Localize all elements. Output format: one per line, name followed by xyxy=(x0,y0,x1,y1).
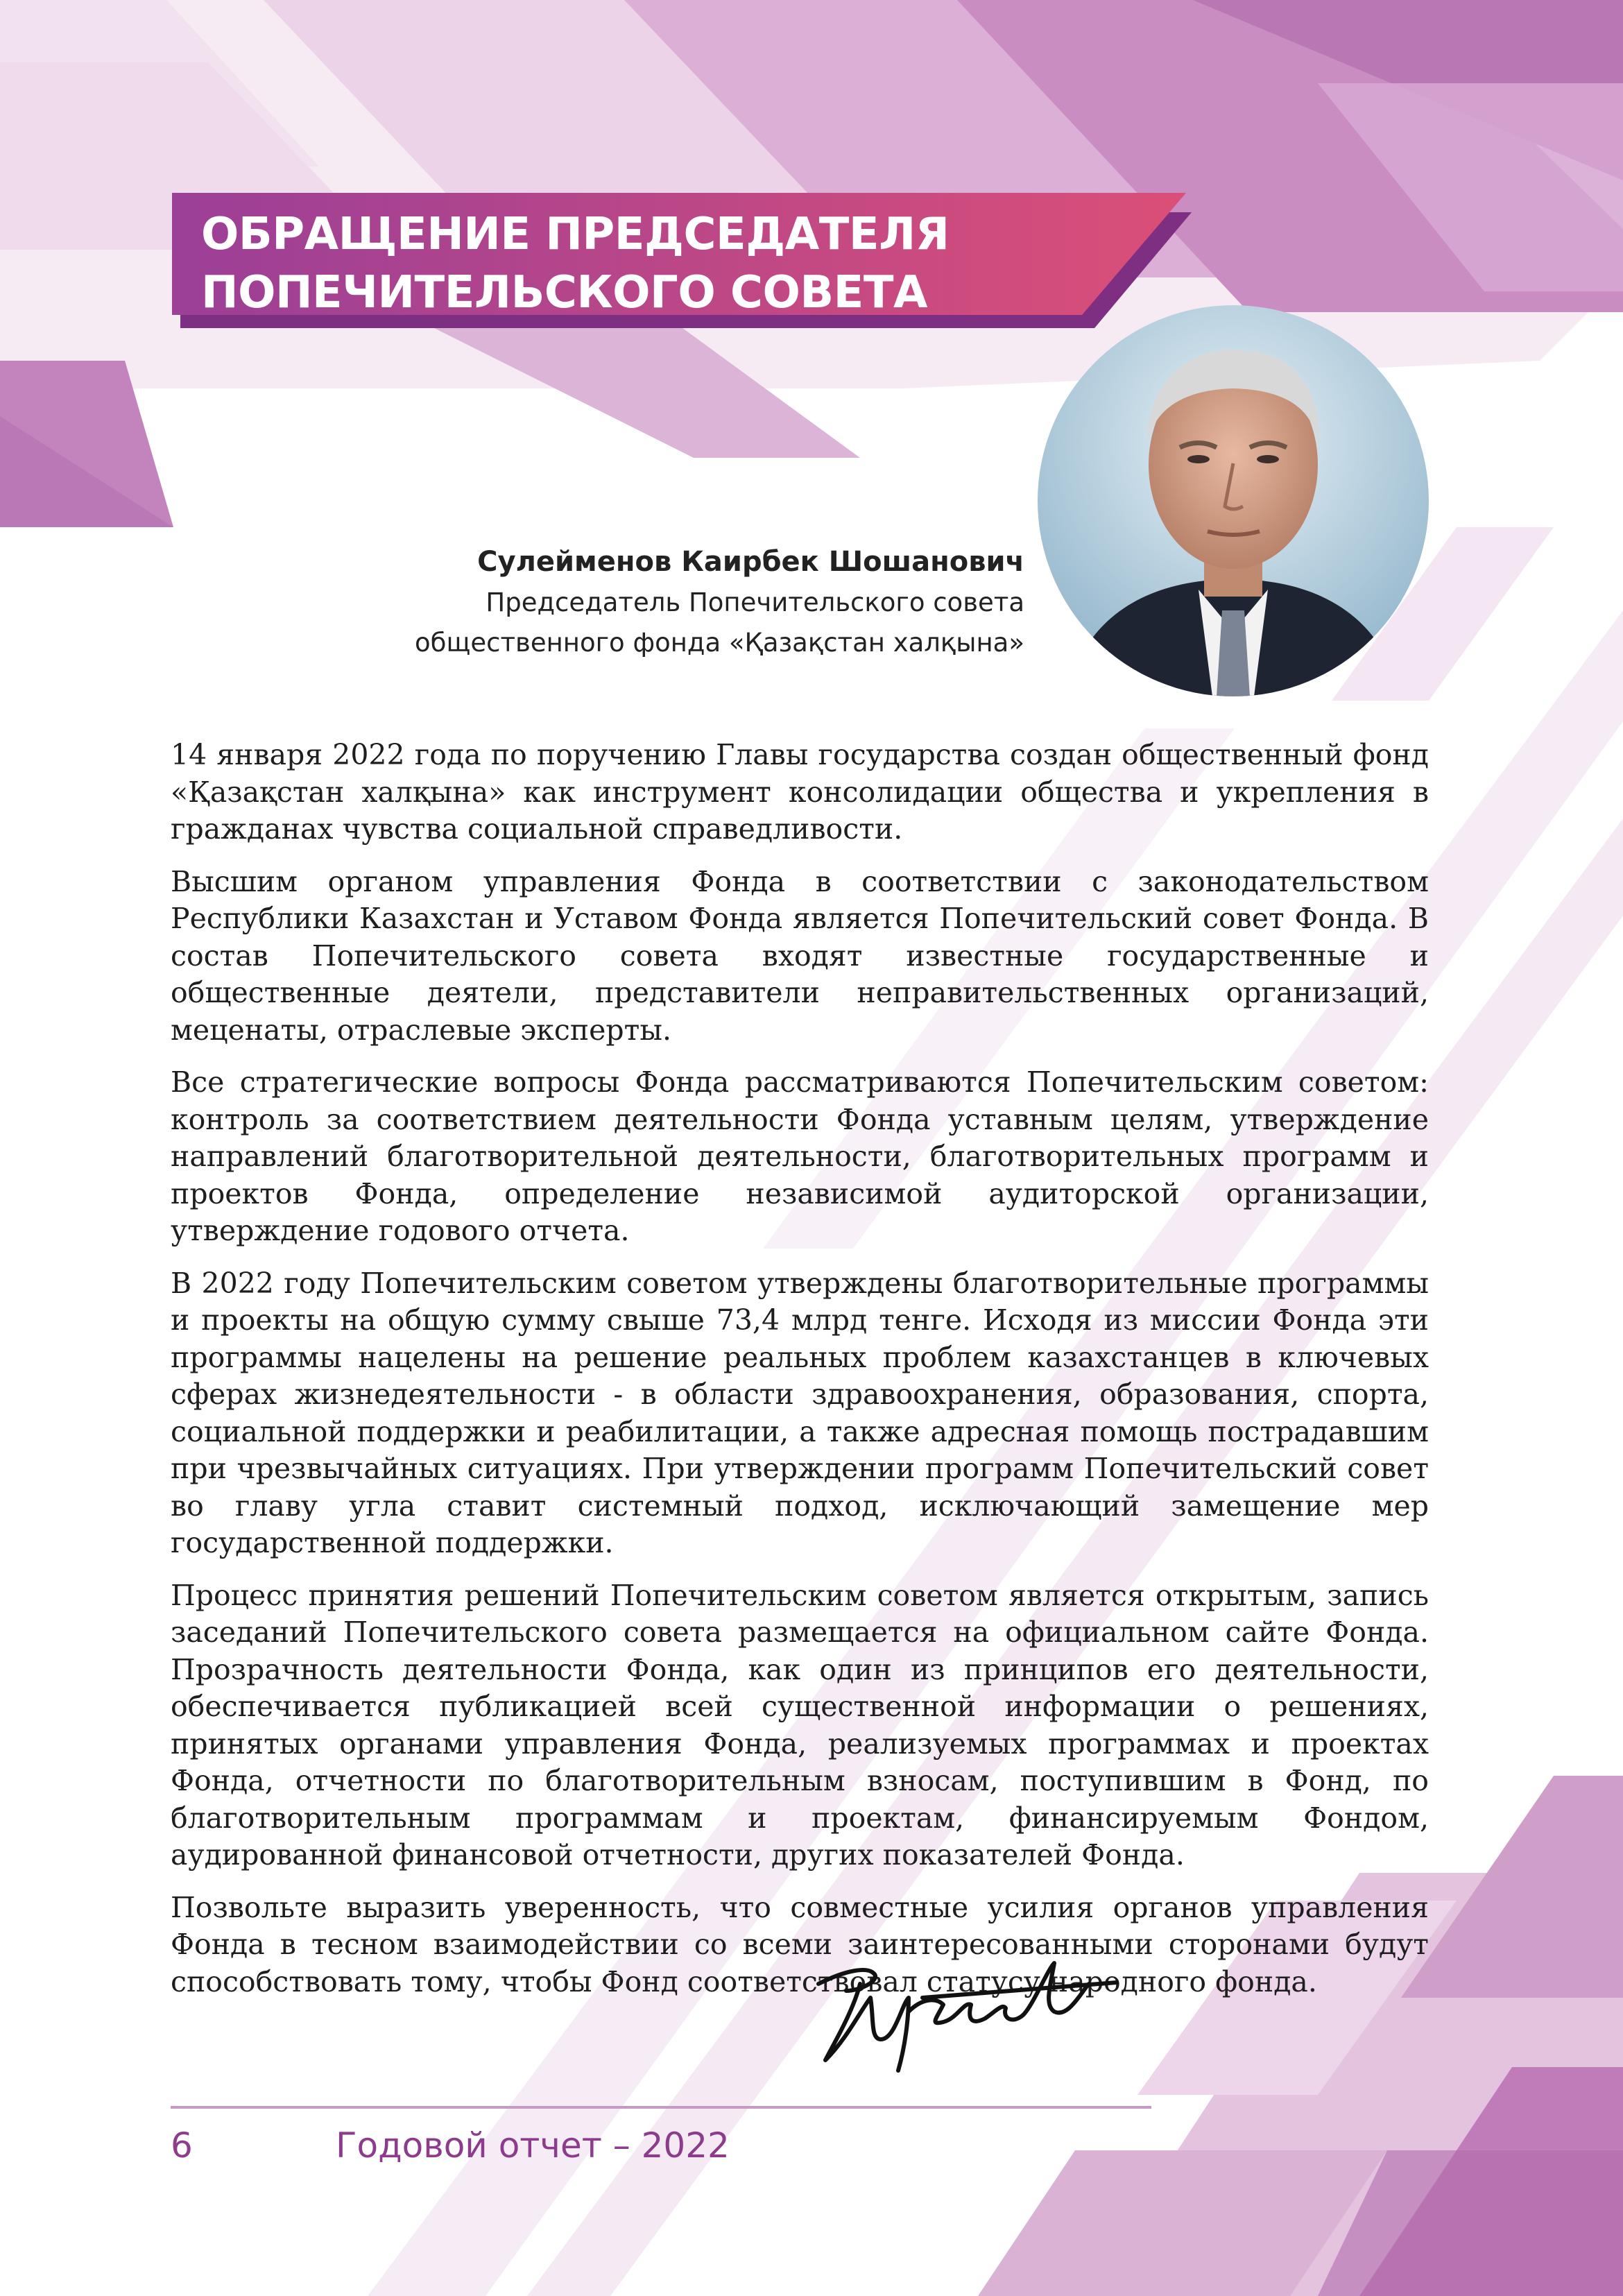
page-number: 6 xyxy=(171,2125,193,2166)
title-banner xyxy=(172,193,1192,328)
report-title: Годовой отчет – 2022 xyxy=(336,2125,730,2166)
handwritten-signature xyxy=(805,1942,1124,2074)
author-name: Сулейменов Каирбек Шошанович xyxy=(477,546,1024,578)
title-line-1: ОБРАЩЕНИЕ ПРЕДСЕДАТЕЛЯ xyxy=(201,209,950,260)
paragraph-5: Процесс принятия решений Попечительским советом является открытым, запись заседаний Попечительского совета размещается на официальном сайте Фонда. Прозрачность деятельности Фонда, как один из принципов его деятельности, обеспечивается публикацией всей существенной информации о решениях, принятых органами управления Фонда, реализуемых программах и проектах Фонда, отчетности по благотворительным взносам, поступившим в Фонд, по благотворительным программам и проектам, финансируемым Фондом, аудированной финансовой отчетности, других показателей Фонда. xyxy=(171,1578,1429,1871)
author-role-line-2: общественного фонда «Қазақстан халқына» xyxy=(415,628,1024,658)
paragraph-4: В 2022 году Попечительским советом утверждены благотворительные программы и проекты на общую сумму свыше 73,4 млрд тенге. Исходя из миссии Фонда эти программы нацелены на решение реальных проблем казахстанцев в ключевых сферах жизнедеятельности - в области здравоохранения, образования, спорта, социальной поддержки и реабилитации, а также адресная помощь пострадавшим при чрезвычайных ситуациях. При утверждении программ Попечительский совет во главу угла ставит системный подход, исключающий замещение мер государственной поддержки. xyxy=(171,1266,1429,1559)
paragraph-6: Позвольте выразить уверенность, что совместные усилия органов управления Фонда в тесном взаимодействии со всеми заинтересованными сторонами будут способствовать тому, чтобы Фонд соответствовал статусу народного фонда. xyxy=(171,1890,1429,1998)
paragraph-3: Все стратегические вопросы Фонда рассматриваются Попечительским советом: контроль за соответствием деятельности Фонда уставным целям, утверждение направлений благотворительной деятельности, благотворительных программ и проектов Фонда, определение независимой аудиторской организации, утверждение годового отчета. xyxy=(171,1065,1429,1247)
chairman-portrait xyxy=(1038,305,1429,696)
footer-divider xyxy=(171,2106,1151,2109)
paragraph-1: 14 января 2022 года по поручению Главы государства создан общественный фонд «Қазақстан халқына» как инструмент консолидации общества и укрепления в гражданах чувства социальной справедливости. xyxy=(171,738,1429,846)
author-block xyxy=(415,541,1024,663)
letter-body xyxy=(171,737,1429,2016)
title-line-2: ПОПЕЧИТЕЛЬСКОГО СОВЕТА xyxy=(201,267,928,318)
paragraph-2: Высшим органом управления Фонда в соответствии с законодательством Республики Казахстан и Уставом Фонда является Попечительский совет Фонда. В состав Попечительского совета входят известные государственные и общественные деятели, представители неправительственных организаций, меценаты, отраслевые эксперты. xyxy=(171,864,1429,1047)
page-title xyxy=(201,205,1158,322)
author-role-line-1: Председатель Попечительского совета xyxy=(486,588,1024,617)
